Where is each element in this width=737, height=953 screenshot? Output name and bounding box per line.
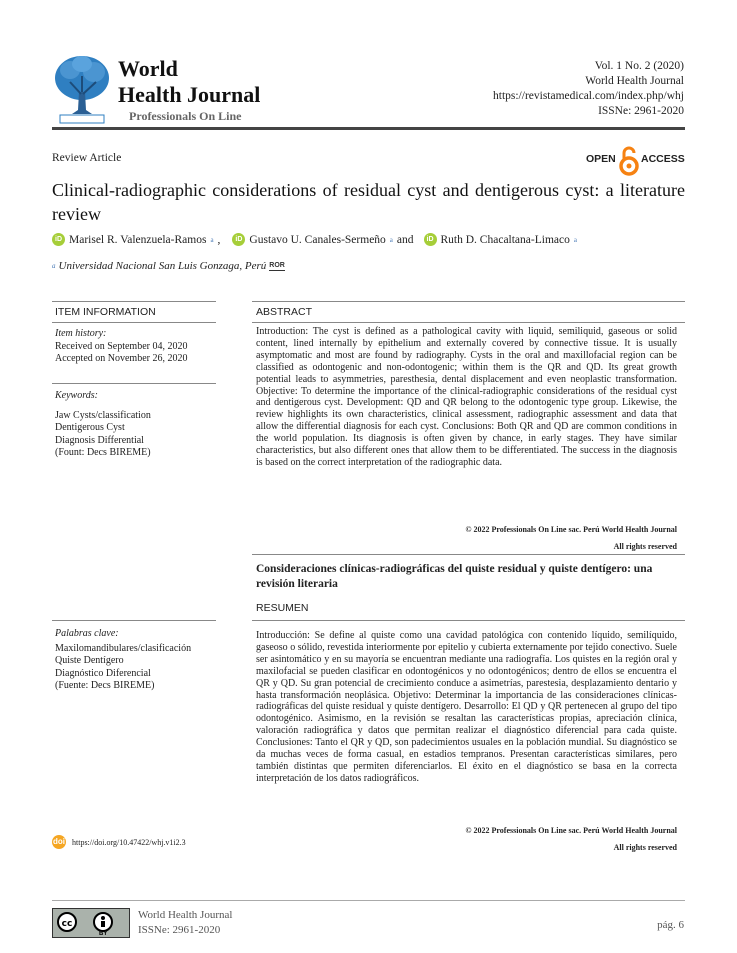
author-affiliation-mark: a — [389, 235, 393, 244]
affiliation-mark: a — [52, 262, 56, 270]
journal-name: World Health Journal — [585, 75, 684, 87]
cc-by-label: BY — [99, 931, 108, 937]
footer-issn: ISSNe: 2961-2020 — [138, 924, 221, 936]
keywords-block — [55, 390, 151, 460]
header-divider — [52, 127, 685, 130]
journal-title-line1: World — [118, 56, 178, 81]
accepted-date: Accepted on November 26, 2020 — [55, 353, 188, 364]
copyright-line-2: © 2022 Professionals On Line sac. Perú World Health Journal — [465, 826, 677, 835]
author-separator: and — [396, 233, 414, 246]
keyword: Diagnosis Differential — [55, 434, 144, 446]
author-name: Gustavo U. Canales-Sermeño — [249, 233, 386, 246]
journal-subtitle: Professionals On Line — [129, 109, 242, 123]
palabras-label: Palabras clave: — [55, 628, 119, 639]
item-history — [55, 328, 187, 366]
affiliation — [52, 260, 285, 272]
abstract-bottom-rule — [252, 322, 685, 323]
volume-info: Vol. 1 No. 2 (2020) — [594, 60, 684, 72]
page-number: pág. 6 — [657, 919, 684, 931]
article-title: Clinical-radiographic considerations of residual cyst and dentigerous cyst: a literature review — [52, 180, 685, 224]
abstract-top-rule — [252, 301, 685, 302]
journal-issn: ISSNe: 2961-2020 — [598, 105, 684, 117]
open-access-left: OPEN — [586, 153, 616, 165]
svg-text:cc: cc — [61, 919, 73, 929]
history-divider — [52, 383, 216, 384]
spanish-top-rule — [252, 554, 685, 555]
item-history-label: Item history: — [55, 328, 107, 339]
resumen-text: Introducción: Se define al quiste como una cavidad patológica con contenido líquido, semilíquido, gaseoso o sólido, revestida interiormente por epitelio y cubierta externamente por tejido conectivo. Suele ser asintomático y en su mayoría se encuentran mediante una radiografía. Los quistes en la región oral y maxilofacial se pueden clasificar en odontogénicos y no odontogénicos; dentro de ellos se encuentra el QR y QD. Su gran potencial de crecimiento conduce a asimetrías, parestesia, desplazamiento dentario y hasta transformación neoplásica. Objetivo: Determinar la importancia de las consideraciones clínicas-radiográficas del quiste residual y quiste dentígero. Desarrollo: El QD y QR pertenecen al grupo del tipo odontogénico. Asimismo, en la revisión se resaltan las características propias, apreciación clínica, valoración radiográfica y datos que permitan realizar el diagnóstico diferencial para cada quiste. Conclusiones: Tanto el QR y QD, son padecimientos usuales en la población mundial. Su diagnóstico se da muchas veces de forma casual, en estadios tempranos. Presentan características similares, pero también distintas que permiten diferenciarlos. El éxito en el diagnóstico se basa en la correcta interpretación de los datos radiográficos. — [256, 630, 677, 784]
open-access-right: ACCESS — [641, 153, 685, 165]
abstract-heading: ABSTRACT — [256, 306, 313, 318]
palabra-clave: Maxilomandibulares/clasificación — [55, 642, 192, 654]
palabras-block — [55, 628, 191, 693]
palabra-clave: Quiste Dentígero — [55, 655, 124, 666]
ror-icon[interactable]: ROR — [269, 261, 285, 269]
keyword: Jaw Cysts/classification — [55, 409, 151, 421]
palabra-clave: (Fuente: Decs BIREME) — [55, 680, 155, 691]
journal-title-line2: Health Journal — [118, 82, 261, 107]
keyword: (Fount: Decs BIREME) — [55, 447, 151, 458]
orcid-icon[interactable]: iD — [424, 233, 437, 246]
journal-url[interactable]: https://revistamedical.com/index.php/whj — [493, 90, 684, 102]
footer-journal — [138, 908, 232, 938]
author-name: Marisel R. Valenzuela-Ramos — [69, 233, 207, 246]
keywords-label: Keywords: — [55, 390, 98, 401]
abstract-text: Introduction: The cyst is defined as a pathological cavity with liquid, semiliquid, gaseous or solid content, lined internally by epithelium and externally covered by connective tissue. It is usually asymptomatic and most are found by radiography. Cysts in the oral and maxillofacial region can be classified as odontogenic and non-odontogenic; within them is the QR and QD. Its great growth potential leads to asymmetries, paresthesia, dental displacement and even neoplastic transformation. Objective: To determine the importance of the clinical-radiographic considerations of the residual cyst and dentigerous cyst. Development: QD and QR belong to the odontogenic type group. Likewise, the review highlights its own characteristics, clinical assessment, radiographic assessment and data that allow the differential diagnosis for each cyst. Conclusions: Both QR and QD are common conditions in the world population. Its diagnosis is often given by chance, in early stages. They have similar characteristics, but also different ones that allow them to be differentiated. The success in the diagnosis is based on the correct interpretation of the radiographic data. — [256, 326, 677, 468]
doi-icon: doi — [52, 835, 66, 849]
item-info-top-rule — [52, 301, 216, 302]
journal-title — [118, 56, 260, 108]
cc-icon — [57, 912, 77, 932]
author-list — [52, 233, 577, 246]
affiliation-text: Universidad Nacional San Luis Gonzaga, Perú — [58, 260, 267, 272]
copyright-line: © 2022 Professionals On Line sac. Perú World Health Journal — [465, 525, 677, 534]
attribution-icon — [93, 912, 113, 932]
article-type: Review Article — [52, 152, 122, 164]
footer-journal-name: World Health Journal — [138, 909, 233, 921]
orcid-icon[interactable]: iD — [232, 233, 245, 246]
palabra-clave: Diagnóstico Diferencial — [55, 667, 151, 679]
resumen-heading: RESUMEN — [256, 602, 309, 614]
author-name: Ruth D. Chacaltana-Limaco — [440, 233, 570, 246]
orcid-icon[interactable]: iD — [52, 233, 65, 246]
doi-url[interactable]: https://doi.org/10.47422/whj.v1i2.3 — [72, 837, 186, 847]
rights-reserved-2: All rights reserved — [613, 843, 677, 852]
journal-logo-tree-icon — [52, 52, 112, 124]
keyword: Dentigerous Cyst — [55, 422, 125, 433]
resumen-rule — [252, 620, 685, 621]
received-date: Received on September 04, 2020 — [55, 340, 188, 352]
open-access-lock-icon — [618, 146, 640, 176]
item-info-bottom-rule — [52, 322, 216, 323]
item-info-heading: ITEM INFORMATION — [55, 306, 156, 318]
cc-by-license-badge[interactable] — [52, 908, 130, 938]
author-separator: , — [217, 233, 221, 246]
spanish-title: Consideraciones clínicas-radiográficas del quiste residual y quiste dentígero: una revisión literaria — [256, 563, 653, 590]
doi-link[interactable] — [52, 835, 186, 849]
footer-divider — [52, 900, 685, 901]
journal-meta — [493, 59, 684, 119]
author-affiliation-mark: a — [210, 235, 214, 244]
palabras-rule — [52, 620, 216, 621]
author-affiliation-mark: a — [573, 235, 577, 244]
rights-reserved: All rights reserved — [613, 542, 677, 551]
open-access-badge — [586, 148, 686, 176]
